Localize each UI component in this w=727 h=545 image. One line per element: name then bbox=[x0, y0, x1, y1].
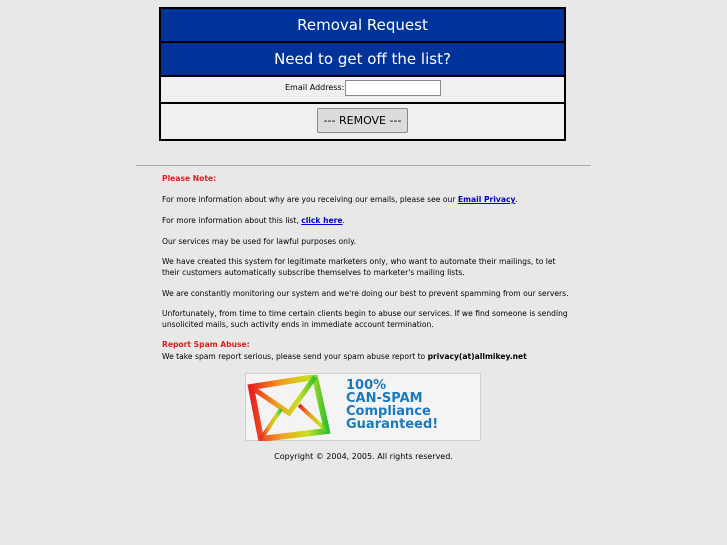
removal-form bbox=[159, 7, 566, 141]
click-here-link[interactable]: click here bbox=[301, 216, 343, 225]
badge-line4: Guaranteed! bbox=[346, 417, 439, 432]
note-monitoring: We are constantly monitoring our system and we're doing our best to prevent spamming from our servers. bbox=[162, 289, 569, 298]
note-abuse: Unfortunately, from time to time certain clients begin to abuse our services. If we find someone is sending unsolicited mails, such activity ends in immediate account termination. bbox=[162, 309, 568, 329]
envelope-icon bbox=[247, 375, 347, 441]
badge-line1: 100% bbox=[346, 378, 387, 393]
note-legitimate: We have created this system for legitimate marketers only, who want to automate their mailings, to let their customers automatically subscribe themselves to marketer's mailing lists. bbox=[162, 257, 556, 277]
report-email: privacy(at)allmikey.net bbox=[427, 352, 527, 361]
copyright: Copyright © 2004, 2005. All rights reserved. bbox=[274, 452, 453, 461]
email-label: Email Address: bbox=[285, 83, 345, 92]
remove-button[interactable]: --- REMOVE --- bbox=[317, 108, 408, 133]
badge-line3: Compliance bbox=[346, 404, 431, 419]
email-input[interactable] bbox=[345, 80, 441, 96]
report-text: We take spam report serious, please send your spam abuse report to bbox=[162, 352, 428, 361]
badge-text bbox=[346, 379, 481, 431]
note-lawful: Our services may be used for lawful purposes only. bbox=[162, 237, 356, 246]
form-subtitle: Need to get off the list? bbox=[161, 43, 564, 75]
note-list-info bbox=[162, 216, 572, 227]
email-privacy-link[interactable]: Email Privacy bbox=[457, 195, 516, 204]
note-line2-text: For more information about this list, bbox=[162, 216, 302, 225]
note-line2-end: . bbox=[342, 216, 345, 225]
email-row bbox=[161, 77, 564, 102]
can-spam-badge bbox=[245, 373, 481, 441]
report-spam-heading: Report Spam Abuse: bbox=[162, 340, 250, 349]
note-line1-text: For more information about why are you receiving our emails, please see our bbox=[162, 195, 458, 204]
divider bbox=[136, 165, 591, 166]
button-row bbox=[161, 104, 564, 139]
note-line1-end: . bbox=[515, 195, 518, 204]
note-email-privacy bbox=[162, 195, 572, 206]
badge-line2: CAN-SPAM bbox=[346, 391, 423, 406]
form-title: Removal Request bbox=[161, 9, 564, 41]
report-spam-text bbox=[162, 352, 572, 363]
please-note-heading: Please Note: bbox=[162, 174, 217, 183]
